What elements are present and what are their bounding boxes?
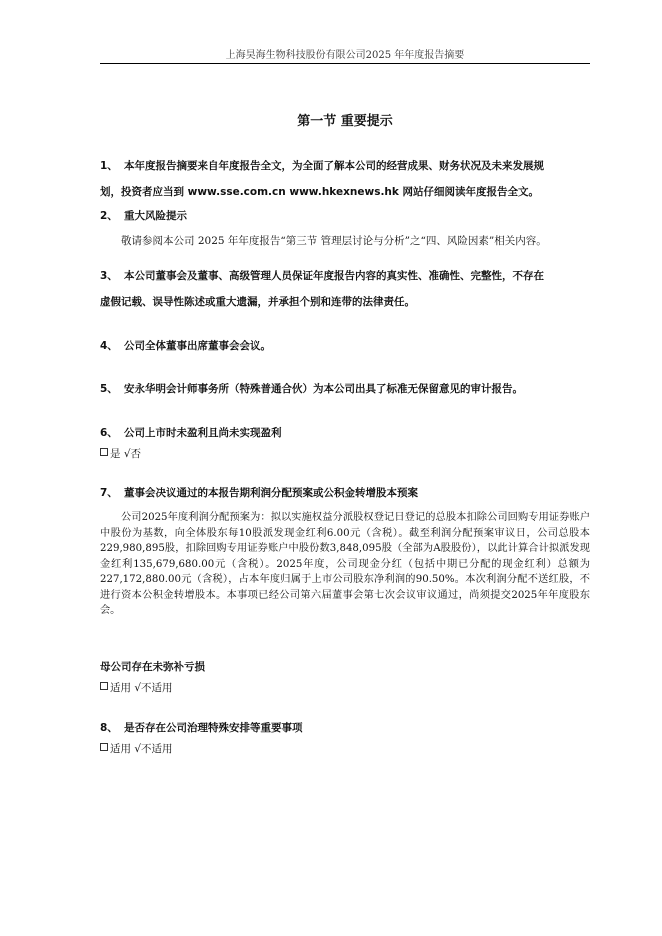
- item-4-title: 公司全体董事出席董事会会议。: [124, 340, 271, 352]
- parent-loss-option-yes: 适用: [110, 682, 131, 694]
- item-2-heading: [100, 203, 590, 229]
- item-1-text-line1: 本年度报告摘要来自年度报告全文，为全面了解本公司的经营成果、财务状况及未来发展规: [124, 160, 544, 172]
- item-7-heading: [100, 480, 590, 506]
- parent-loss: [100, 654, 590, 696]
- item-8-heading: [100, 715, 590, 741]
- parent-loss-options: [100, 680, 590, 696]
- item-7-title: 董事会决议通过的本报告期利润分配预案或公积金转增股本预案: [124, 487, 418, 499]
- section-title: 第一节 重要提示: [297, 114, 393, 129]
- item-6-number: 6、: [100, 427, 118, 439]
- item-2-body: 敬请参阅本公司 2025 年年度报告“第三节 管理层讨论与分析”之“四、风险因素”相关内容。: [121, 235, 547, 247]
- item-6-heading: [100, 420, 590, 446]
- item-8-options: [100, 741, 590, 757]
- item-8-option-yes: 适用: [110, 743, 131, 755]
- item-2-number: 2、: [100, 210, 118, 222]
- item-5-title: 安永华明会计师事务所（特殊普通合伙）为本公司出具了标准无保留意见的审计报告。: [124, 383, 523, 395]
- item-1-line1: [100, 153, 590, 179]
- item-1: [100, 153, 590, 205]
- item-8: [100, 715, 590, 757]
- item-3: [100, 263, 590, 315]
- item-6-option-no: √否: [123, 448, 142, 460]
- item-2: [100, 203, 590, 249]
- item-8-title: 是否存在公司治理特殊安排等重要事项: [124, 722, 303, 734]
- item-3-text-line1: 本公司董事会及董事、高级管理人员保证年度报告内容的真实性、准确性、完整性，不存在: [124, 270, 544, 282]
- item-8-option-no: √不适用: [134, 743, 173, 755]
- checkbox-icon: [100, 448, 108, 456]
- page-header: 上海昊海生物科技股份有限公司2025 年年度报告摘要: [225, 50, 465, 61]
- item-3-line1: [100, 263, 590, 289]
- header-rule: [100, 63, 590, 64]
- item-6-options: [100, 446, 590, 462]
- parent-loss-title: 母公司存在未弥补亏损: [100, 661, 205, 673]
- item-7-paragraph: 公司2025年度利润分配预案为：拟以实施权益分派股权登记日登记的总股本扣除公司回购专用证券账户中股份为基数，向全体股东每10股派发现金红利6.00元（含税）。截至利润分配预案审议日，公司总股本229,980,895股，扣除回购专用证券账户中股份数3,848,095股（全部为A股股份），以此计算合计拟派发现金红利135,679,680.00元（含税）。2025年度，公司现金分红（包括中期已分配的现金红利）总额为227,172,880.00元（含税），占本年度归属于上市公司股东净利润的90.50%。本次利润分配不送红股，不进行资本公积金转增股本。本事项已经公司第六届董事会第七次会议审议通过，尚须提交2025年年度股东会。: [100, 512, 590, 616]
- item-7: [100, 480, 590, 619]
- item-1-text-line2: 划，投资者应当到 www.sse.com.cn www.hkexnews.hk 网站仔细阅读年度报告全文。: [100, 186, 540, 198]
- item-2-title: 重大风险提示: [124, 210, 187, 222]
- item-5-heading: [100, 376, 590, 402]
- item-3-number: 3、: [100, 270, 118, 282]
- item-6-title: 公司上市时未盈利且尚未实现盈利: [124, 427, 282, 439]
- item-3-text-line2: 虚假记载、误导性陈述或重大遗漏，并承担个别和连带的法律责任。: [100, 296, 415, 308]
- item-4: [100, 333, 590, 359]
- parent-loss-option-no: √不适用: [134, 682, 173, 694]
- checkbox-icon: [100, 682, 108, 690]
- item-1-number: 1、: [100, 160, 118, 172]
- item-6-option-yes: 是: [110, 448, 121, 460]
- item-4-heading: [100, 333, 590, 359]
- item-4-number: 4、: [100, 340, 118, 352]
- checkbox-icon: [100, 743, 108, 751]
- item-7-number: 7、: [100, 487, 118, 499]
- item-8-number: 8、: [100, 722, 118, 734]
- item-6: [100, 420, 590, 462]
- item-5: [100, 376, 590, 402]
- item-5-number: 5、: [100, 383, 118, 395]
